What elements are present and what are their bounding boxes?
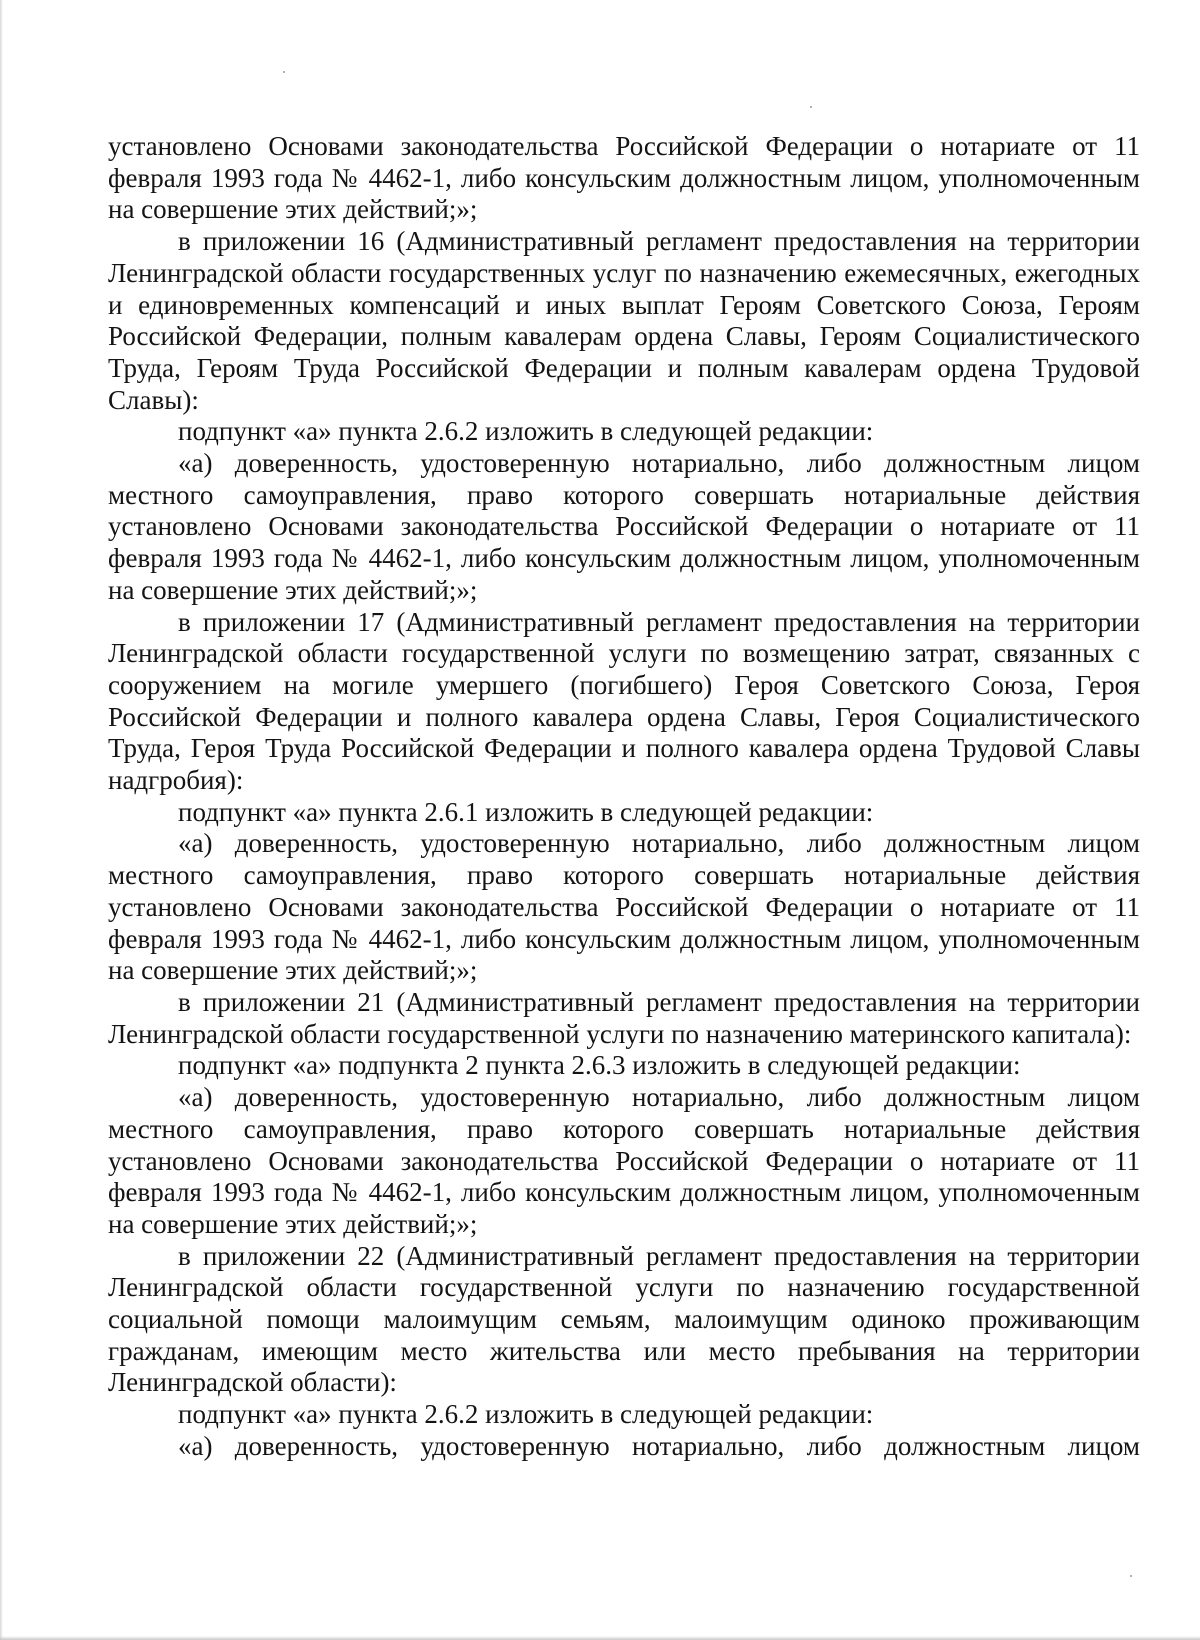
paragraph: подпункт «а» подпункта 2 пункта 2.6.3 изложить в следующей редакции: [178,1050,1021,1081]
paragraph: в приложении 21 (Административный регламент предоставления на территории Ленинградской области государственной услуги по назначению материнского капитала): [108,986,1140,1049]
scan-speck [1130,1575,1132,1577]
scan-bottom-edge [0,1636,1200,1640]
scan-left-edge [0,0,3,1640]
paragraph: установлено Основами законодательства Российской Федерации о нотариате от 11 февраля 1993 года № 4462-1, либо консульским должностным лицом, уполномоченным на совершение этих действий;»; [108,131,1140,225]
paragraph: «а) доверенность, удостоверенную нотариально, либо должностным лицом местного самоуправления, право которого совершать нотариальные действия установлено Основами законодательства Российской Федерации о нотариате от 11 февраля 1993 года № 4462-1, либо консульским должностным лицом, уполномоченным на совершение этих действий;»; [108,828,1140,986]
scan-speck [810,106,812,108]
paragraph: в приложении 17 (Административный регламент предоставления на территории Ленинградской области государственной услуги по возмещению затрат, связанных с сооружением на могиле умершего (погибшего) Героя Советского Союза, Героя Российской Федерации и полного кавалера ордена Славы, Героя Социалистического Труда, Героя Труда Российской Федерации и полного кавалера ордена Трудовой Славы надгробия): [108,606,1140,796]
paragraph: подпункт «а» пункта 2.6.1 изложить в следующей редакции: [178,796,874,827]
paragraph: «а) доверенность, удостоверенную нотариально, либо должностным лицом местного самоуправления, право которого совершать нотариальные действия установлено Основами законодательства Российской Федерации о нотариате от 11 февраля 1993 года № 4462-1, либо консульским должностным лицом, уполномоченным на совершение этих действий;»; [108,448,1140,605]
paragraph: «а) доверенность, удостоверенную нотариально, либо должностным лицом [178,1430,1140,1461]
paragraph: «а) доверенность, удостоверенную нотариально, либо должностным лицом местного самоуправления, право которого совершать нотариальные действия установлено Основами законодательства Российской Федерации о нотариате от 11 февраля 1993 года № 4462-1, либо консульским должностным лицом, уполномоченным на совершение этих действий;»; [108,1082,1140,1239]
paragraph: подпункт «а» пункта 2.6.2 изложить в следующей редакции: [178,1399,874,1430]
paragraph: в приложении 22 (Административный регламент предоставления на территории Ленинградской области государственной услуги по назначению государственной социальной помощи малоимущим семьям, малоимущим одиноко проживающим гражданам, имеющим место жительства или место пребывания на территории Ленинградской области): [108,1240,1140,1398]
document-text-body [108,131,1140,1463]
scan-speck [283,71,285,73]
paragraph: в приложении 16 (Административный регламент предоставления на территории Ленинградской области государственных услуг по назначению ежемесячных, ежегодных и единовременных компенсаций и иных выплат Героям Советского Союза, Героям Российской Федерации, полным кавалерам ордена Славы, Героям Социалистического Труда, Героям Труда Российской Федерации и полным кавалерам ордена Трудовой Славы): [108,226,1140,415]
paragraph: подпункт «а» пункта 2.6.2 изложить в следующей редакции: [178,416,874,447]
